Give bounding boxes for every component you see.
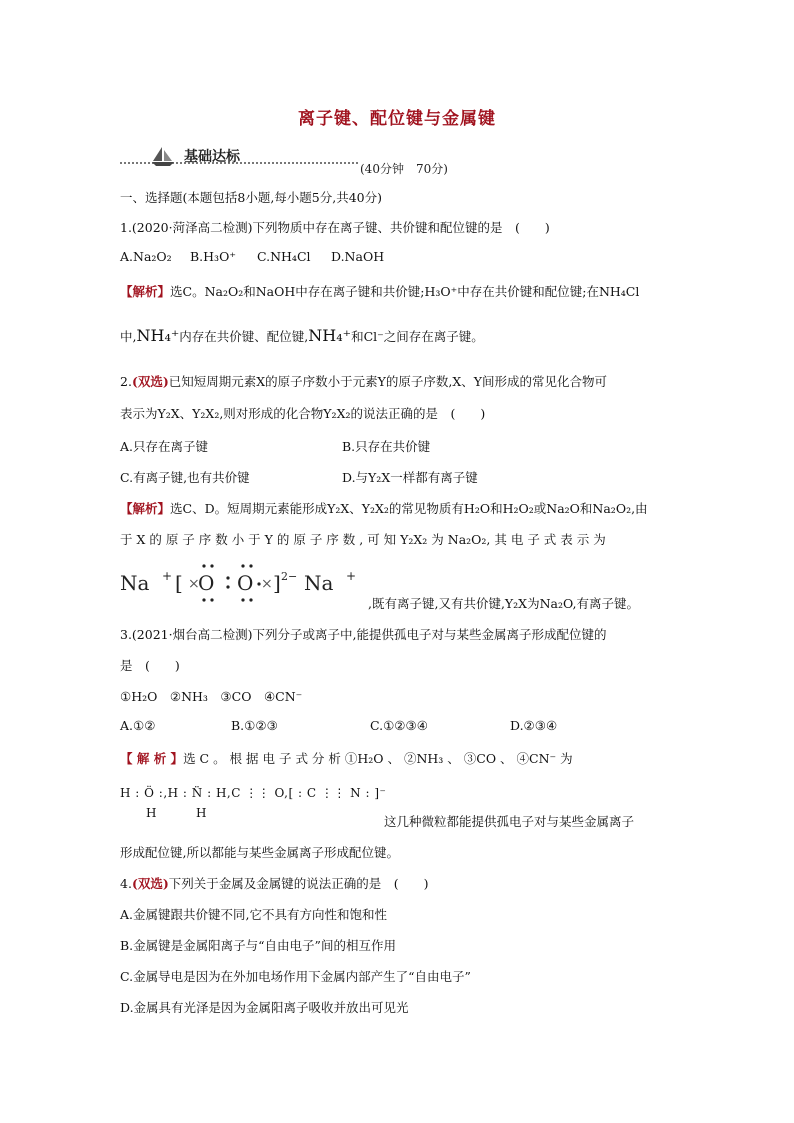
- o-symbol: O: [198, 571, 215, 595]
- shuangxuan-tag: (双选): [131, 876, 169, 891]
- question-3-stem-line1: 3.(2021·烟台高二检测)下列分子或离子中,能提供孤电子对与某些金属离子形成配位键的: [120, 627, 607, 642]
- na2o2-electron-formula: [120, 560, 370, 608]
- analysis-tag: 【 解 析 】: [120, 751, 184, 766]
- q2-analysis-line3: ,既有离子键,又有共价键,Y₂X为Na₂O,有离子键。: [368, 596, 639, 611]
- lewis-h-below-n: H: [196, 806, 207, 820]
- charge-label: 2−: [281, 570, 298, 583]
- q4-option-b: B.金属键是金属阳离子与“自由电子”间的相互作用: [120, 938, 396, 953]
- nh4-formula: NH₄⁺: [308, 326, 352, 345]
- q3-analysis-line3: 形成配位键,所以都能与某些金属离子形成配位键。: [120, 845, 399, 860]
- question-1-stem: 1.(2020·菏泽高二检测)下列物质中存在离子键、共价键和配位键的是 ( ): [120, 220, 550, 235]
- q2-analysis-line1: [120, 499, 648, 517]
- q2-option-c: C.有离子键,也有共价键: [120, 470, 250, 485]
- q1-analysis-line1: [120, 282, 639, 300]
- o-symbol: O: [237, 571, 254, 595]
- q1-option-d: D.NaOH: [331, 249, 385, 264]
- lewis-h-below-o: H: [146, 806, 157, 820]
- page-title: 离子键、配位键与金属键: [298, 109, 496, 129]
- analysis-text: 选C。Na₂O₂和NaOH中存在离子键和共价键;H₃O⁺中存在共价键和配位键;在NH₄Cl: [170, 284, 640, 299]
- nh4-formula: NH₄⁺: [136, 326, 180, 345]
- svg-text:+: +: [346, 569, 357, 583]
- q3-option-c: C.①②③④: [370, 718, 428, 733]
- question-4-stem: [120, 874, 429, 892]
- q1-option-a: A.Na₂O₂: [120, 249, 172, 264]
- q2-analysis-line2: 于 X 的 原 子 序 数 小 于 Y 的 原 子 序 数 , 可 知 Y₂X₂ 为 Na₂O₂, 其 电 子 式 表 示 为: [120, 532, 606, 547]
- question-3-stem-line2: 是 ( ): [120, 658, 180, 673]
- q4-option-d: D.金属具有光泽是因为金属阳离子吸收并放出可见光: [120, 1000, 409, 1015]
- q3-analysis-line2: 这几种微粒都能提供孤电子对与某些金属离子: [384, 814, 635, 829]
- q1-option-b: B.H₃O⁺: [190, 249, 236, 264]
- q2-option-b: B.只存在共价键: [342, 439, 431, 454]
- analysis-text: 和Cl⁻之间存在离子键。: [351, 329, 484, 344]
- na-symbol: Na: [120, 571, 150, 595]
- analysis-tag: 【解析】: [120, 501, 171, 516]
- question-text: 已知短周期元素X的原子序数小于元素Y的原子序数,X、Y间形成的常见化合物可: [168, 374, 608, 389]
- section-header: [120, 146, 680, 176]
- q4-option-c: C.金属导电是因为在外加电场作用下金属内部产生了“自由电子”: [120, 969, 471, 984]
- svg-text:[: [: [175, 571, 183, 595]
- q3-species: ①H₂O ②NH₃ ③CO ④CN⁻: [120, 689, 303, 704]
- question-2-stem-line2: 表示为Y₂X、Y₂X₂,则对形成的化合物Y₂X₂的说法正确的是 ( ): [120, 406, 486, 421]
- q3-lewis-structures: H : Ö :,H : N̈ : H,C ⋮⋮ O,[ : C ⋮⋮ N : ]⁻: [120, 786, 387, 800]
- part-heading: 一、选择题(本题包括8小题,每小题5分,共40分): [120, 190, 383, 205]
- section-time: (40分钟 70分): [360, 162, 448, 176]
- svg-text:×: ×: [261, 576, 273, 592]
- svg-text:+: +: [162, 569, 173, 583]
- shuangxuan-tag: (双选): [131, 374, 169, 389]
- na-symbol: Na: [304, 571, 334, 595]
- q4-option-a: A.金属键跟共价键不同,它不具有方向性和饱和性: [120, 907, 387, 922]
- question-number: 4.: [120, 876, 132, 891]
- q3-option-a: A.①②: [120, 718, 156, 733]
- q2-option-d: D.与Y₂X一样都有离子键: [342, 470, 478, 485]
- analysis-text: 内存在共价键、配位键,: [179, 329, 309, 344]
- svg-text:]: ]: [273, 571, 281, 595]
- q3-option-d: D.②③④: [510, 718, 558, 733]
- analysis-text: 选C、D。短周期元素能形成Y₂X、Y₂X₂的常见物质有H₂O和H₂O₂或Na₂O和Na₂O₂,由: [170, 501, 648, 516]
- q3-option-b: B.①②③: [231, 718, 278, 733]
- question-2-stem-line1: [120, 372, 607, 390]
- q3-analysis-line1: [120, 749, 573, 767]
- q1-option-c: C.NH₄Cl: [257, 249, 311, 264]
- section-title: 基础达标: [184, 149, 240, 165]
- question-text: 下列关于金属及金属键的说法正确的是 ( ): [168, 876, 429, 891]
- analysis-text: 选 C 。 根 据 电 子 式 分 析 ①H₂O 、 ②NH₃ 、 ③CO 、 ④CN⁻ 为: [183, 751, 573, 766]
- analysis-tag: 【解析】: [120, 284, 171, 299]
- sailboat-icon: [150, 146, 176, 168]
- question-number: 2.: [120, 374, 132, 389]
- q1-analysis-line2: [120, 326, 484, 345]
- analysis-text: 中,: [120, 329, 137, 344]
- svg-text:×: ×: [188, 576, 200, 592]
- q2-option-a: A.只存在离子键: [120, 439, 209, 454]
